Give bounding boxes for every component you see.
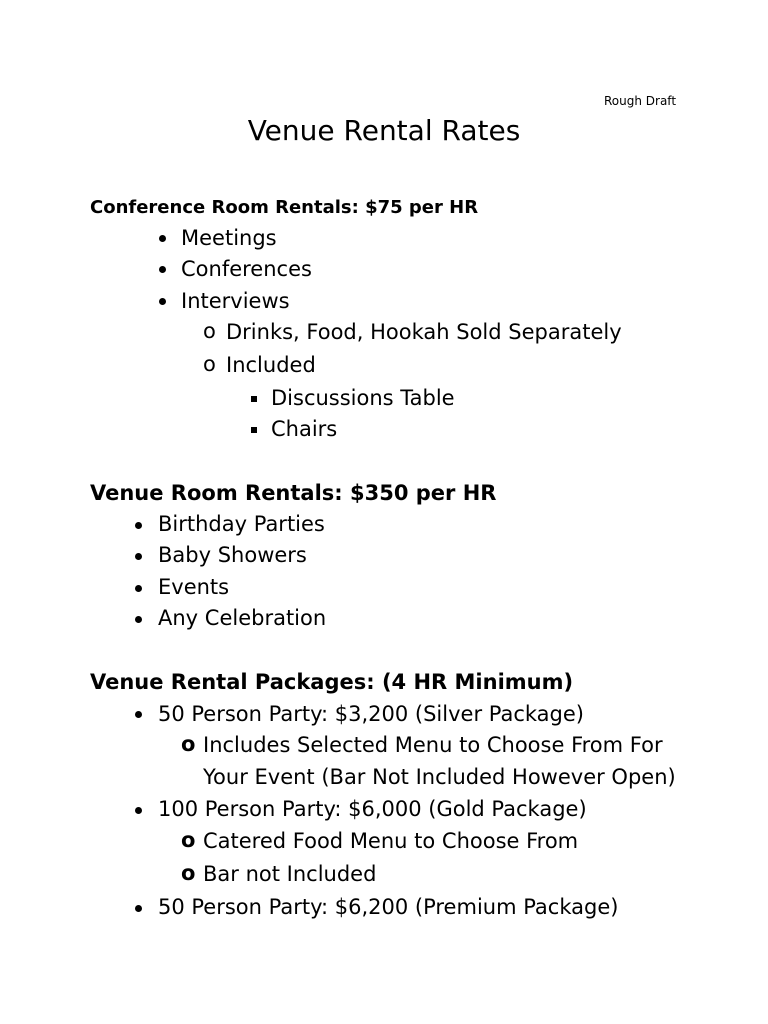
list-item: Interviews [181,289,290,313]
bullet-icon [159,298,166,305]
list-item: Your Event (Bar Not Included However Open) [203,765,676,789]
sub-bullet-marker: o [181,861,196,885]
sub-bullet-marker: o [181,732,196,756]
venue-room-heading: Venue Room Rentals: $350 per HR [90,481,497,505]
sub-bullet-marker: o [203,319,216,343]
bullet-icon [135,807,142,814]
bullet-icon [135,711,142,718]
bullet-icon [135,585,142,592]
gold-package-item: 100 Person Party: $6,000 (Gold Package) [158,797,587,821]
list-item: Birthday Parties [158,512,325,536]
square-bullet-icon [251,396,257,402]
list-item: Any Celebration [158,606,327,630]
list-item: Conferences [181,257,312,281]
square-bullet-icon [251,427,257,433]
list-item: Included [226,353,316,377]
sub-bullet-marker: o [181,828,196,852]
page-title: Venue Rental Rates [247,114,521,147]
premium-package-item: 50 Person Party: $6,200 (Premium Package) [158,895,619,919]
sub-bullet-marker: o [203,352,216,376]
list-item: Baby Showers [158,543,307,567]
rough-draft-label: Rough Draft [604,94,677,108]
conference-heading: Conference Room Rentals: $75 per HR [90,197,479,218]
bullet-icon [159,266,166,273]
packages-heading: Venue Rental Packages: (4 HR Minimum) [90,670,574,694]
list-item: Events [158,575,230,599]
list-item: Chairs [271,417,338,441]
list-item: Discussions Table [271,386,455,410]
bullet-icon [159,235,166,242]
silver-package-item: 50 Person Party: $3,200 (Silver Package) [158,702,584,726]
list-item: Catered Food Menu to Choose From [203,829,579,853]
list-item: Includes Selected Menu to Choose From For [203,733,663,757]
bullet-icon [135,522,142,529]
list-item: Meetings [181,226,277,250]
bullet-icon [135,616,142,623]
bullet-icon [135,553,142,560]
list-item: Bar not Included [203,862,377,886]
list-item: Drinks, Food, Hookah Sold Separately [226,320,622,344]
bullet-icon [135,905,142,912]
